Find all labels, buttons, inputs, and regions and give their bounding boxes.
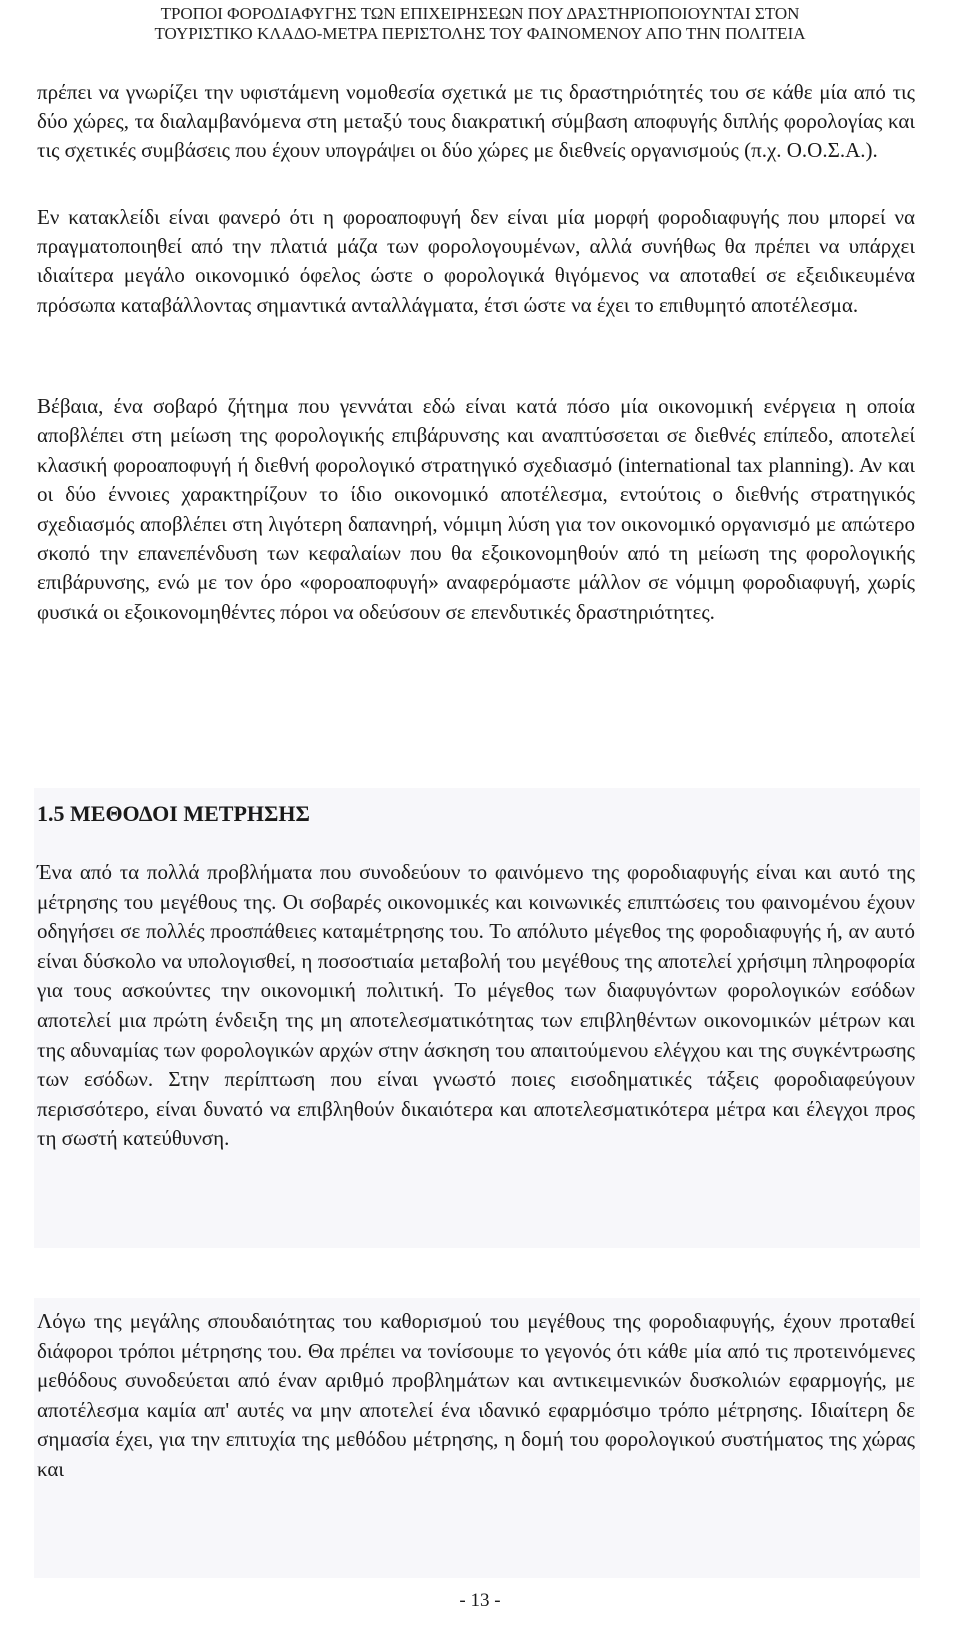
section-heading: 1.5 ΜΕΘΟΔΟΙ ΜΕΤΡΗΣΗΣ: [37, 801, 310, 826]
running-header-line-2: ΤΟΥΡΙΣΤΙΚΟ ΚΛΑΔΟ-ΜΕΤΡΑ ΠΕΡΙΣΤΟΛΗΣ ΤΟΥ ΦΑΙΝΟΜΕΝΟΥ ΑΠΟ ΤΗΝ ΠΟΛΙΤΕΙΑ: [154, 24, 806, 43]
body-paragraph-3: Βέβαια, ένα σοβαρό ζήτημα που γεννάται εδώ είναι κατά πόσο μία οικονομική ενέργεια η οποία αποβλέπει στη μείωση της φορολογικής επιβάρυνσης και αναπτύσσεται σε διεθνές επίπεδο, αποτελεί κλασική φοροαποφυγή ή διεθνή φορολογικό στρατηγικό σχεδιασμό (international tax planning). Αν και οι δύο έννοιες χαρακτηρίζουν το ίδιο οικονομικό αποτέλεσμα, εντούτοις ο διεθνής στρατηγικός σχεδιασμός αποβλέπει στη λιγότερη δαπανηρή, νόμιμη λύση για τον οικονομικό οργανισμό με απώτερο σκοπό την επανεπένδυση των κεφαλαίων που θα εξοικονομηθούν από τη μείωση της φορολογικής επιβάρυνσης, ενώ με τον όρο «φοροαποφυγή» αναφερόμαστε μάλλον σε νόμιμη φοροδιαφυγή, χωρίς φυσικά οι εξοικονομηθέντες πόροι να οδεύσουν σε επενδυτικές δραστηριότητες.: [37, 394, 915, 624]
section-paragraph-2: Λόγω της μεγάλης σπουδαιότητας του καθορισμού του μεγέθους της φοροδιαφυγής, έχουν προταθεί διάφοροι τρόποι μέτρησης του. Θα πρέπει να τονίσουμε το γεγονός ότι κάθε μία από τις προτεινόμενες μεθόδους συνοδεύεται από έναν αριθμό προβλημάτων και αντικειμενικών δυσκολιών εφαρμογής, με αποτέλεσμα καμία απ' αυτές να μην αποτελεί ένα ιδανικό εφαρμόσιμο τρόπο μέτρησης. Ιδιαίτερη δε σημασία έχει, για την επιτυχία της μεθόδου μέτρησης, η δομή του φορολογικού συστήματος της χώρας και: [37, 1309, 915, 1481]
page-number: - 13 -: [459, 1590, 501, 1611]
running-header-line-1: ΤΡΟΠΟΙ ΦΟΡΟΔΙΑΦΥΓΗΣ ΤΩΝ ΕΠΙΧΕΙΡΗΣΕΩΝ ΠΟΥ ΔΡΑΣΤΗΡΙΟΠΟΙΟΥΝΤΑΙ ΣΤΟΝ: [160, 4, 800, 23]
body-paragraph-2: Εν κατακλείδι είναι φανερό ότι η φοροαποφυγή δεν είναι μία μορφή φοροδιαφυγής που μπορεί να πραγματοποιηθεί από την πλατιά μάζα των φορολογουμένων, αλλά συνήθως θα πρέπει να υπάρχει ιδιαίτερα μεγάλο οικονομικό όφελος ώστε ο φορολογικά θιγόμενος να αποταθεί σε εξειδικευμένα πρόσωπα καταβάλλοντας σημαντικά ανταλλάγματα, έτσι ώστε να έχει το επιθυμητό αποτέλεσμα.: [37, 205, 915, 317]
body-paragraph-1: πρέπει να γνωρίζει την υφιστάμενη νομοθεσία σχετικά με τις δραστηριότητές του σε κάθε μία από τις δύο χώρες, τα διαλαμβανόμενα στη μεταξύ τους διακρατική σύμβαση αποφυγής διπλής φορολογίας και τις σχετικές συμβάσεις που έχουν υπογράψει οι δύο χώρες με διεθνείς οργανισμούς (π.χ. Ο.Ο.Σ.Α.).: [37, 80, 915, 163]
running-header: [0, 4, 960, 44]
section-paragraph-1: Ένα από τα πολλά προβλήματα που συνοδεύουν το φαινόμενο της φοροδιαφυγής είναι και αυτό της μέτρησης του μεγέθους της. Οι σοβαρές οικονομικές και κοινωνικές επιπτώσεις του φαινομένου έχουν οδηγήσει σε πολλές προσπάθειες καταμέτρησης του. Το απόλυτο μέγεθος της φοροδιαφυγής ή, αν αυτό είναι δύσκολο να υπολογισθεί, η ποσοστιαία μεταβολή του μεγέθους της αποτελεί χρήσιμη πληροφορία για τους ασκούντες την οικονομική πολιτική. Το μέγεθος των διαφυγόντων φορολογικών εσόδων αποτελεί μια πρώτη ένδειξη της μη αποτελεσματικότητας των επιβληθέντων οικονομικών μέτρων και της αδυναμίας των φορολογικών αρχών στην άσκηση του απαιτούμενου ελέγχου και της συγκέντρωσης των εσόδων. Στην περίπτωση που είναι γνωστό ποιες εισοδηματικές τάξεις φοροδιαφεύγουν περισσότερο, είναι δυνατό να επιβληθούν δικαιότερα και αποτελεσματικότερα μέτρα και έλεγχοι προς τη σωστή κατεύθυνση.: [37, 860, 915, 1151]
